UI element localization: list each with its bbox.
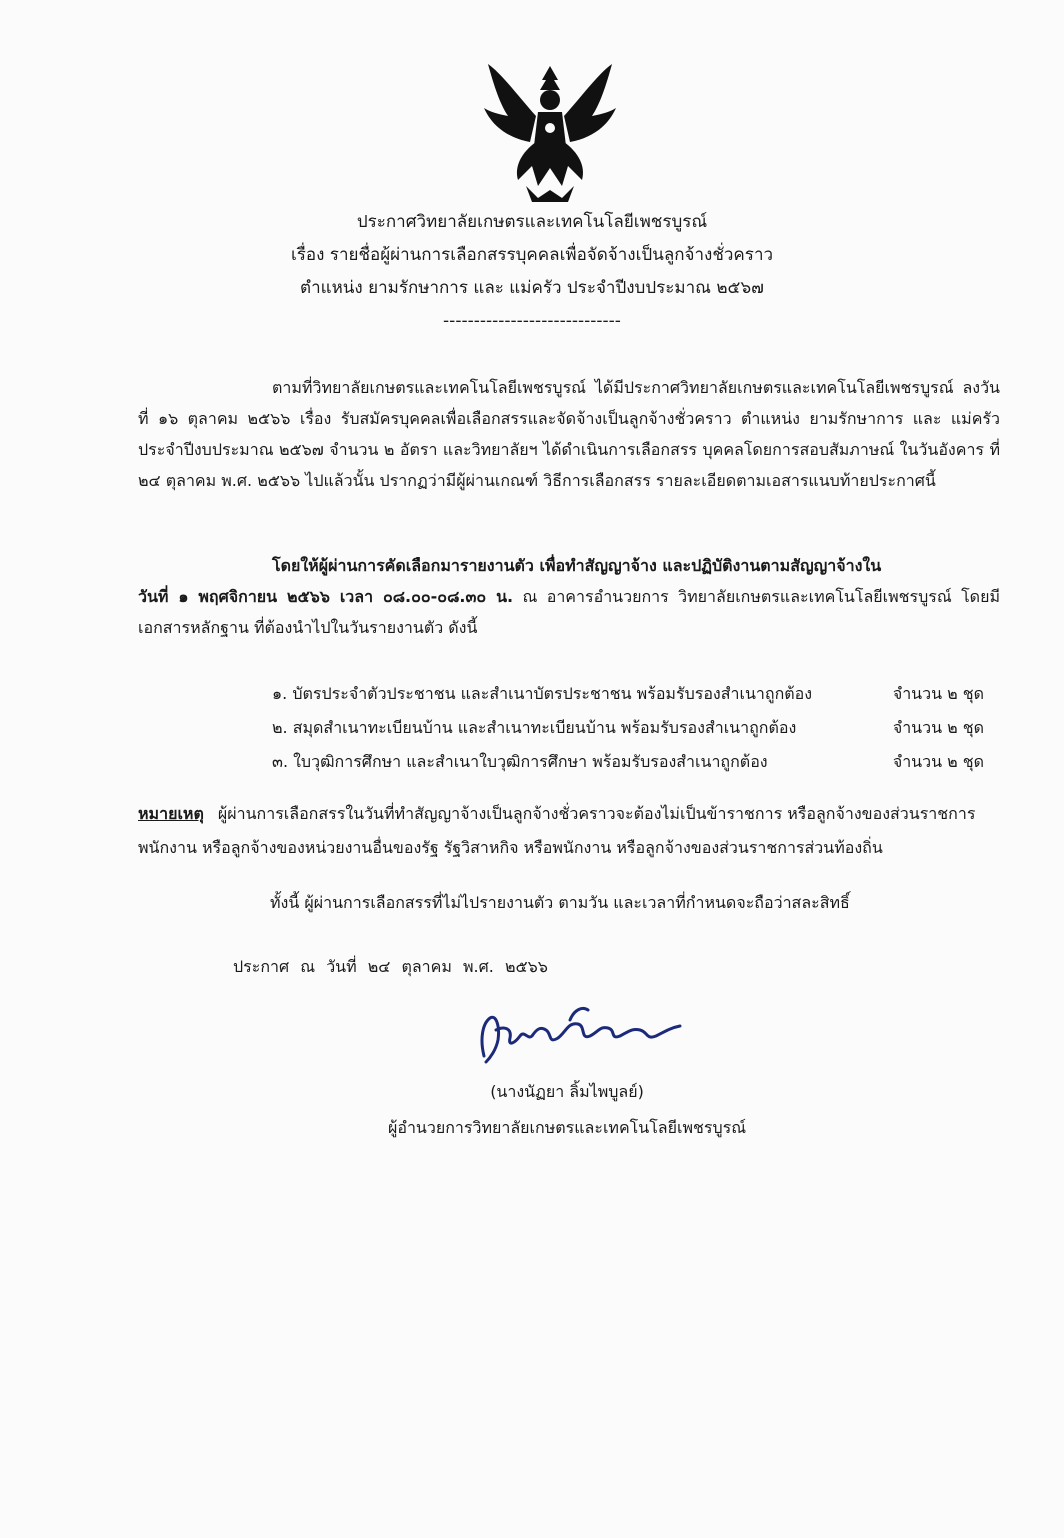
document-item: ๒. สมุดสำเนาทะเบียนบ้าน และสำเนาทะเบียนบ้าน พร้อมรับรองสำเนาถูกต้อง (272, 718, 797, 737)
paragraph-1: ตามที่วิทยาลัยเกษตรและเทคโนโลยีเพชรบูรณ์ ได้มีประกาศวิทยาลัยเกษตรและเทคโนโลยีเพชรบูรณ์ ลงวันที่ ๑๖ ตุลาคม ๒๕๖๖ เรื่อง รับสมัครบุคคลเพื่อเลือกสรรและจัดจ้างเป็นลูกจ้างชั่วคราว ตำแหน่ง ยามรักษาการ และ แม่ครัว ประจำปีงบประมาณ ๒๕๖๗ จำนวน ๒ อัตรา และวิทยาลัยฯ ได้ดำเนินการเลือกสรร บุคคลโดยการสอบสัมภาษณ์ ในวันอังคาร ที่ ๒๔ ตุลาคม พ.ศ. ๒๕๖๖ ไปแล้วนั้น ปรากฏว่ามีผู้ผ่านเกณฑ์ วิธีการเลือกสรร รายละเอียดตามเอสารแนบท้ายประกาศนี้ (138, 378, 1000, 490)
announcement-date: ประกาศ ณ วันที่ ๒๔ ตุลาคม พ.ศ. ๒๕๖๖ (233, 957, 548, 976)
signer-name: (นางนัฏยา ลิ้มไพบูลย์) (490, 1082, 644, 1101)
document-item: ๑. บัตรประจำตัวประชาชน และสำเนาบัตรประชาชน พร้อมรับรองสำเนาถูกต้อง (272, 684, 813, 703)
forfeit-note: ทั้งนี้ ผู้ผ่านการเลือกสรรที่ไม่ไปรายงานตัว ตามวัน และเวลาที่กำหนดจะถือว่าสละสิทธิ์ (270, 893, 850, 912)
list-item (272, 711, 984, 745)
remark-section (138, 797, 1004, 865)
title-line-1: ประกาศวิทยาลัยเกษตรและเทคโนโลยีเพชรบูรณ์ (356, 212, 708, 232)
report-instruction: โดยให้ผู้ผ่านการคัดเลือกมารายงานตัว เพื่อทำสัญญาจ้าง และปฏิบัติงานตามสัญญาจ้างใน (272, 556, 882, 575)
announcement-title (0, 206, 1064, 338)
title-line-3: ตำแหน่ง ยามรักษาการ และ แม่ครัว ประจำปีงบประมาณ ๒๕๖๗ (300, 278, 764, 298)
document-count: จำนวน ๒ ชุด (892, 752, 984, 771)
signer-title: ผู้อำนวยการวิทยาลัยเกษตรและเทคโนโลยีเพชรบูรณ์ (387, 1118, 747, 1137)
report-date-time: วันที่ ๑ พฤศจิกายน ๒๕๖๖ เวลา ๐๘.๐๐-๐๘.๓๐ น. (138, 587, 514, 606)
document-item: ๓. ใบวุฒิการศึกษา และสำเนาใบวุฒิการศึกษา พร้อมรับรองสำเนาถูกต้อง (272, 752, 768, 771)
list-item (272, 677, 984, 711)
paragraph-2 (138, 550, 1000, 643)
document-count: จำนวน ๒ ชุด (892, 718, 984, 737)
remark-label: หมายเหตุ (138, 804, 204, 823)
document-count: จำนวน ๒ ชุด (892, 684, 984, 703)
required-documents-list (272, 677, 984, 779)
remark-line-2: พนักงาน หรือลูกจ้างของหน่วยงานอื่นของรัฐ รัฐวิสาหกิจ หรือพนักงาน หรือลูกจ้างของส่วนราชการส่วนท้องถิ่น (138, 838, 883, 857)
remark-line-1: ผู้ผ่านการเลือกสรรในวันที่ทำสัญญาจ้างเป็นลูกจ้างชั่วคราวจะต้องไม่เป็นข้าราชการ หรือลูกจ้างของส่วนราชการ (217, 804, 976, 823)
title-divider: ----------------------------- (443, 311, 621, 331)
list-item (272, 745, 984, 779)
title-line-2: เรื่อง รายชื่อผู้ผ่านการเลือกสรรบุคคลเพื่อจัดจ้างเป็นลูกจ้างชั่วคราว (290, 245, 774, 265)
garuda-emblem-icon (478, 56, 622, 206)
report-location: ณ อาคารอำนวยการ วิทยาลัยเกษตรและเทคโนโลยีเพชรบูรณ์ โดยมีเอกสารหลักฐาน ที่ต้องนำไปในวันรายงานตัว ดังนี้ (138, 587, 1000, 637)
signature-image (470, 1000, 700, 1070)
